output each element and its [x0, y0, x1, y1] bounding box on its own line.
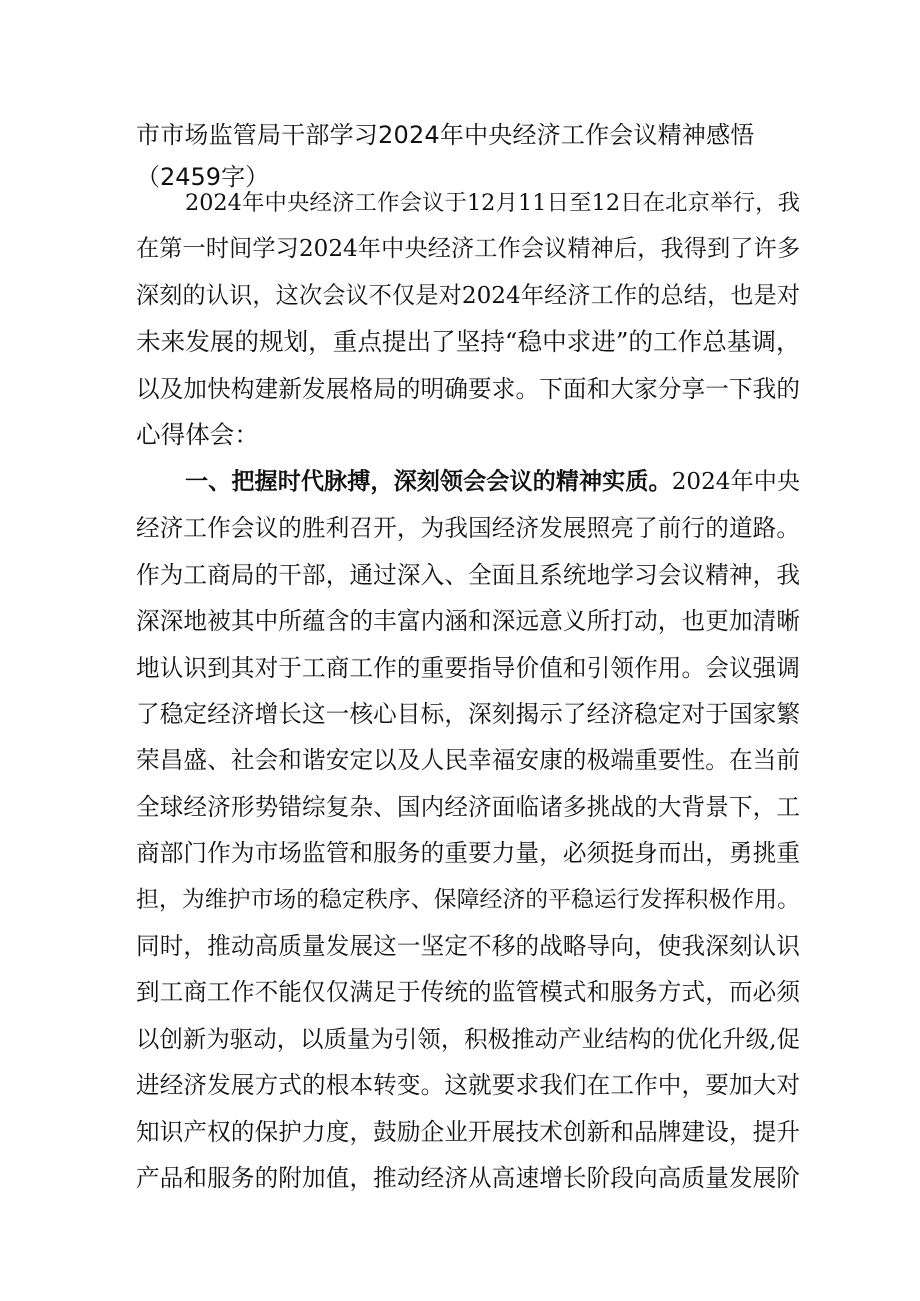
paragraph-line: 全球经济形势错综复杂、国内经济面临诸多挑战的大背景下，工: [136, 792, 800, 821]
section-heading: 一、把握时代脉搏，深刻领会会议的精神实质。: [185, 469, 672, 495]
paragraph-line: 作为工商局的干部，通过深入、全面且系统地学习会议精神，我: [136, 560, 800, 589]
paragraph-line: 荣昌盛、社会和谐安定以及人民幸福安康的极端重要性。在当前: [136, 746, 800, 775]
paragraph-line: 进经济发展方式的根本转变。这就要求我们在工作中，要加大对: [136, 1071, 800, 1100]
paragraph-line: 心得体会：: [136, 420, 259, 450]
paragraph-section-one: [136, 459, 800, 1202]
paragraph-line: 了稳定经济增长这一核心目标，深刻揭示了经济稳定对于国家繁: [136, 700, 800, 729]
paragraph-line: 在第一时间学习2024年中央经济工作会议精神后，我得到了许多: [136, 236, 800, 263]
paragraph-line: 商部门作为市场监管和服务的重要力量，必须挺身而出，勇挑重: [136, 839, 800, 868]
paragraph-line: 深刻的认识，这次会议不仅是对2024年经济工作的总结，也是对: [136, 282, 800, 309]
paragraph-line: 深深地被其中所蕴含的丰富内涵和深远意义所打动，也更加清晰: [136, 607, 800, 636]
paragraph-line: 同时，推动高质量发展这一坚定不移的战略导向，使我深刻认识: [136, 932, 800, 961]
paragraph-line: 2024年中央经济工作会议于12月11日至12日在北京举行，我: [185, 190, 800, 216]
paragraph-line: 知识产权的保护力度，鼓励企业开展技术创新和品牌建设，提升: [136, 1117, 800, 1146]
word-count: （2459字）: [136, 163, 270, 191]
paragraph-line: 到工商工作不能仅仅满足于传统的监管模式和服务方式，而必须: [136, 978, 800, 1007]
paragraph-line: 以及加快构建新发展格局的明确要求。下面和大家分享一下我的: [136, 374, 800, 403]
paragraph-line: 未来发展的规划，重点提出了坚持“稳中求进”的工作总基调，: [136, 327, 801, 357]
paragraph-intro: [136, 180, 800, 458]
paragraph-line: 经济工作会议的胜利召开，为我国经济发展照亮了前行的道路。: [136, 514, 800, 543]
paragraph-line: 以创新为驱动，以质量为引领，积极推动产业结构的优化升级,促: [136, 1024, 800, 1053]
paragraph-line: 产品和服务的附加值，推动经济从高速增长阶段向高质量发展阶: [136, 1164, 800, 1193]
paragraph-first-line: [136, 459, 800, 505]
heading-continuation: 2024年中央: [671, 469, 801, 495]
paragraph-line: 担，为维护市场的稳定秩序、保障经济的平稳运行发挥积极作用。: [136, 886, 800, 913]
paragraph-line: 地认识到其对于工商工作的重要指导价值和引领作用。会议强调: [136, 653, 800, 682]
document-title: 市市场监管局干部学习2024年中央经济工作会议精神感悟: [136, 121, 755, 149]
